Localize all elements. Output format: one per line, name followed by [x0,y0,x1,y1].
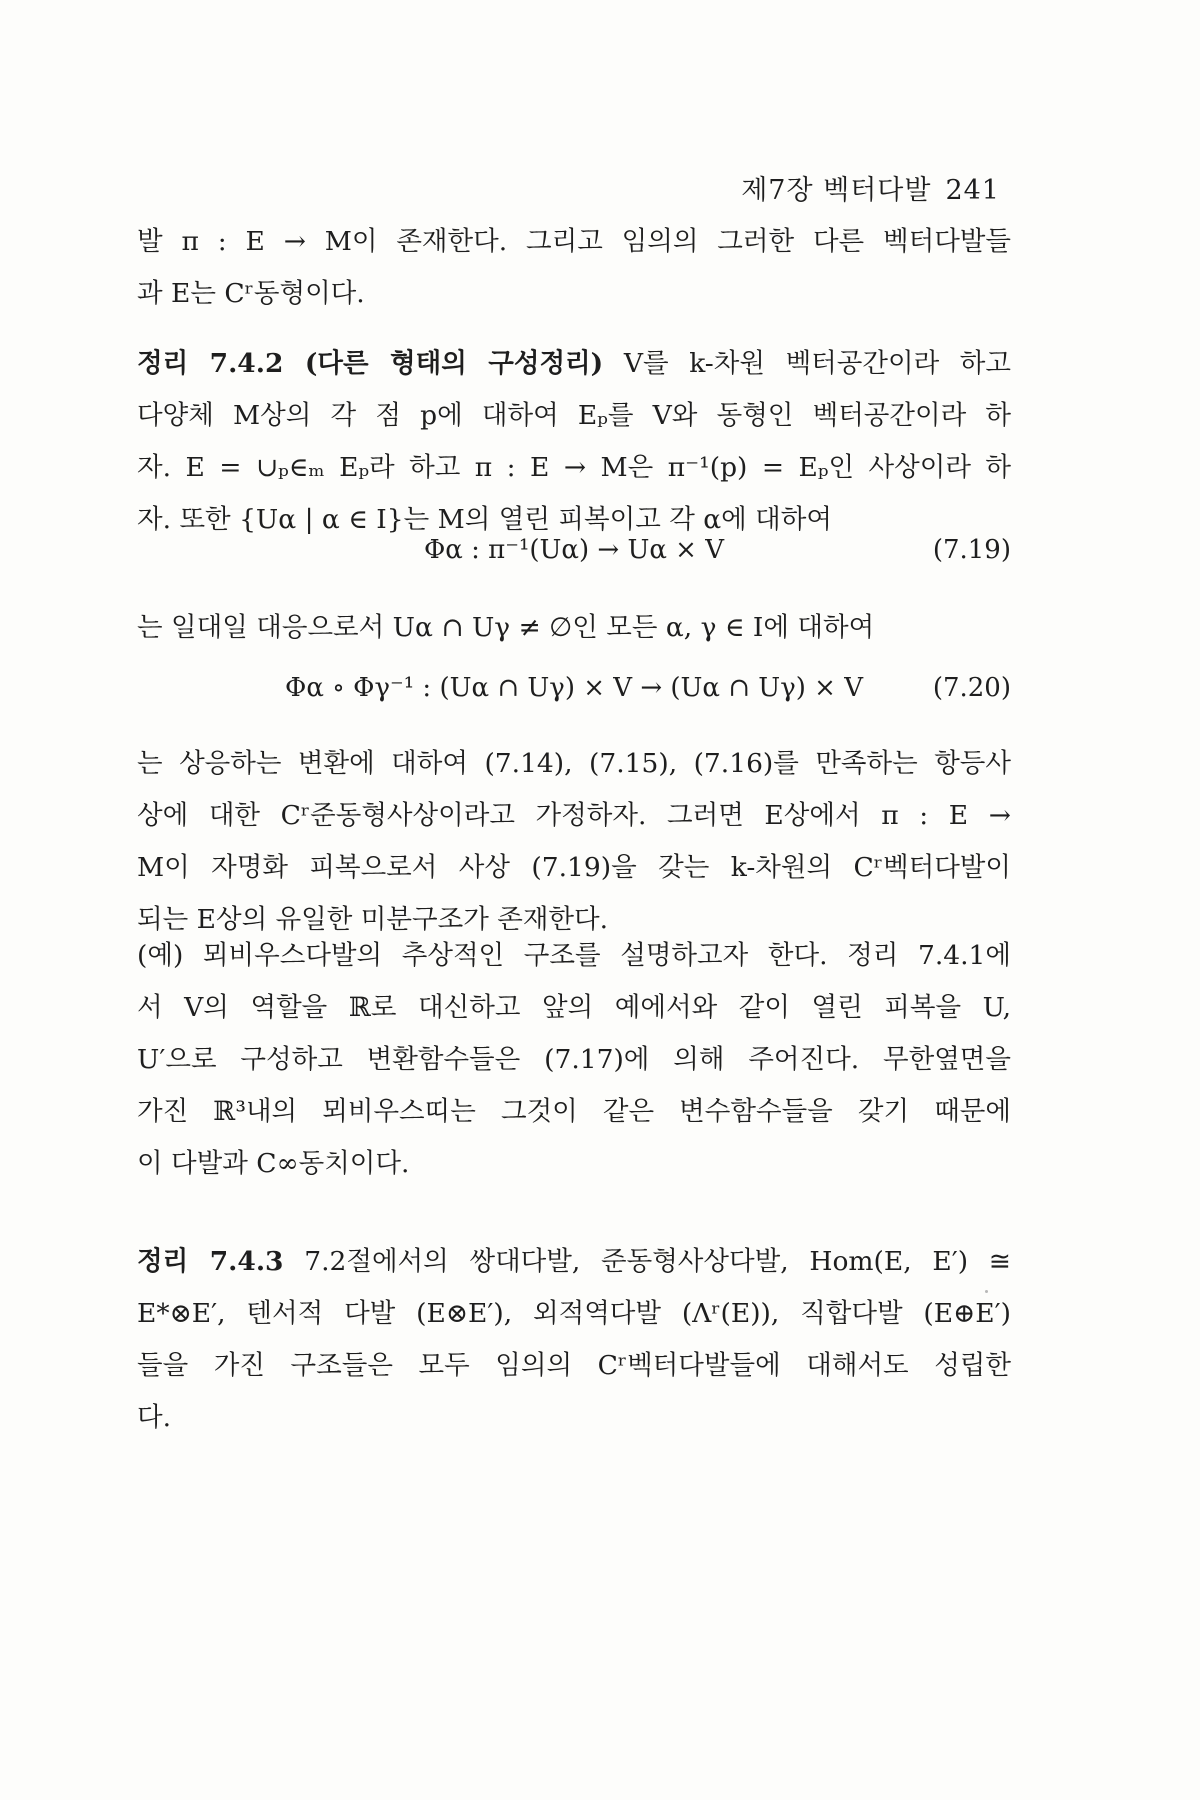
text-line: 자. E = ∪ₚ∈ₘ Eₚ라 하고 π : E → M은 π⁻¹(p) = Eₚ인 사상이라 하 [137,452,1011,483]
text-line: M이 자명화 피복으로서 사상 (7.19)을 갖는 k-차원의 Cʳ벡터다발이 [137,852,1011,883]
text-line: U′으로 구성하고 변환함수들은 (7.17)에 의해 주어진다. 무한옆면을 [137,1044,1011,1075]
equation-number: (7.20) [932,673,1011,703]
equation-formula: Φα : π⁻¹(Uα) → Uα × V [423,535,725,565]
after-paragraph [137,738,1011,946]
equation-7-19 [137,524,1011,576]
text-line: 는 일대일 대응으로서 Uα ∩ Uγ ≠ ∅인 모든 α, γ ∈ I에 대하여 [137,612,875,643]
page-number: 241 [945,175,1000,206]
text-line: (예) 뫼비우스다발의 추상적인 구조를 설명하고자 한다. 정리 7.4.1에 [137,940,1011,971]
text-line: 들을 가진 구조들은 모두 임의의 Cʳ벡터다발들에 대해서도 성립한 [137,1350,1011,1381]
equation-formula: Φα ∘ Φγ⁻¹ : (Uα ∩ Uγ) × V → (Uα ∩ Uγ) × V [285,673,863,703]
text-line [137,1236,1011,1288]
equation-number: (7.19) [932,535,1011,565]
text-line: 가진 ℝ³내의 뫼비우스띠는 그것이 같은 변수함수들을 갖기 때문에 [137,1096,1011,1127]
text-line: 이 다발과 C∞동치이다. [137,1148,410,1179]
theorem-7-4-3 [137,1236,1011,1444]
example-paragraph [137,930,1011,1190]
between-paragraph [137,602,1011,654]
theorem-text: 7.2절에서의 쌍대다발, 준동형사상다발, Hom(E, E′) ≅ [283,1246,1011,1277]
theorem-label: 정리 7.4.3 [137,1246,284,1277]
intro-paragraph [137,216,1011,320]
text-line: 되는 E상의 유일한 미분구조가 존재한다. [137,904,609,935]
text-line [137,338,1011,390]
text-line: 서 V의 역할을 ℝ로 대신하고 앞의 예에서와 같이 열린 피복을 U, [137,992,1011,1023]
chapter-title: 제7장 벡터다발 [741,175,932,206]
running-header [741,168,1000,207]
text-line: 다양체 M상의 각 점 p에 대하여 Eₚ를 V와 동형인 벡터공간이라 하 [137,400,1011,431]
theorem-text: V를 k-차원 벡터공간이라 하고 [603,348,1011,379]
text-line: 다. [137,1402,172,1433]
text-line: 발 π : E → M이 존재한다. 그리고 임의의 그러한 다른 벡터다발들 [137,226,1011,257]
text-line: 과 E는 Cʳ동형이다. [137,278,365,309]
text-line: E*⊗E′, 텐서적 다발 (E⊗E′), 외적역다발 (Λʳ(E)), 직합다발 (E⊕E′) [137,1298,1011,1329]
equation-7-20 [137,662,1011,714]
theorem-label: 정리 7.4.2 (다른 형태의 구성정리) [137,348,604,379]
text-line: 상에 대한 Cʳ준동형사상이라고 가정하자. 그러면 E상에서 π : E → [137,800,1011,831]
text-line: 는 상응하는 변환에 대하여 (7.14), (7.15), (7.16)를 만족하는 항등사 [137,748,1011,779]
theorem-7-4-2 [137,338,1011,546]
text-line: 자. 또한 {Uα | α ∈ I}는 M의 열린 피복이고 각 α에 대하여 [137,504,832,535]
